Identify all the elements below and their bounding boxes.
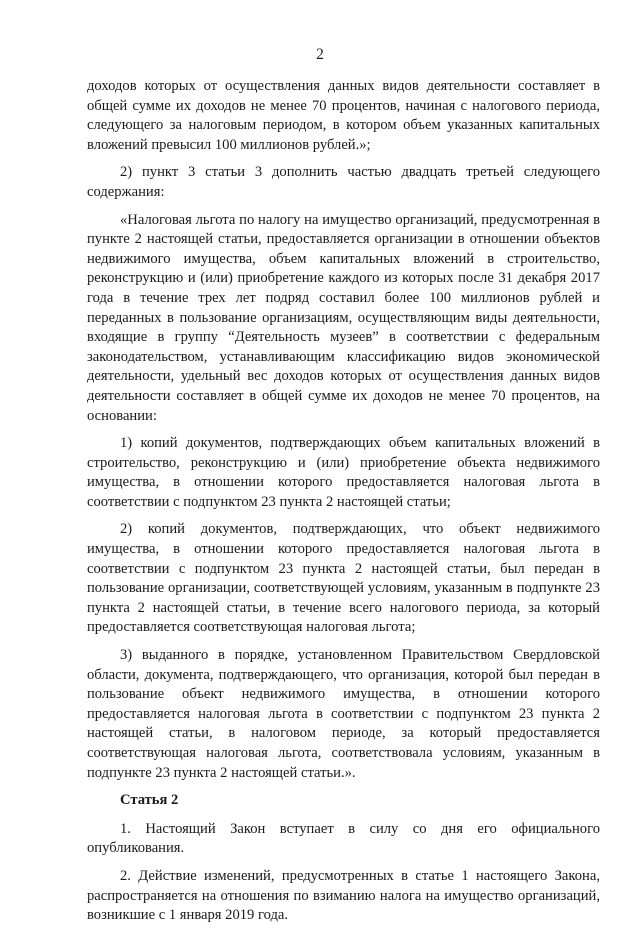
paragraph-subitem-1: 1) копий документов, подтверждающих объем капитальных вложений в строительство, реконструкцию и (или) приобретение объекта недвижимого имущества, в отношении которого предоставляется налоговая льгота в соответствии с подпунктом 23 пункта 2 настоящей статьи;	[87, 435, 600, 510]
paragraph-article-2-item-2: 2. Действие изменений, предусмотренных в статье 1 настоящего Закона, распространяется на отношения по взиманию налога на имущество организаций, возникшие с 1 января 2019 года.	[87, 867, 600, 924]
paragraph-item-2: 2) пункт 3 статьи 3 дополнить частью двадцать третьей следующего содержания:	[87, 164, 600, 200]
document-body	[87, 77, 600, 934]
paragraph-subitem-3: 3) выданного в порядке, установленном Правительством Свердловской области, документа, подтверждающего, что организация, которой был передан в пользование объект недвижимого имущества, в отношении которого предоставляется налоговая льгота в соответствии с подпунктом 23 пункта 2 настоящей статьи, в налоговом периоде, за который предоставляется соответствующая налоговая льгота, соответствовала условиям, указанным в подпункте 23 пункта 2 настоящей статьи.».	[87, 647, 600, 781]
paragraph-continuation: доходов которых от осуществления данных видов деятельности составляет в общей сумме их доходов не менее 70 процентов, начиная с налогового периода, следующего за налоговым периодом, в котором объем указанных капитальных вложений превысил 100 миллионов рублей.»;	[87, 78, 600, 153]
paragraph-article-2-item-1: 1. Настоящий Закон вступает в силу со дня его официального опубликования.	[87, 820, 600, 857]
article-heading: Статья 2	[120, 792, 179, 809]
paragraph-quoted-amendment: «Налоговая льгота по налогу на имущество организаций, предусмотренная в пункте 2 настоящей статьи, предоставляется организации в отношении объектов недвижимого имущества, объем капитальных вложений в строительство, реконструкцию и (или) приобретение каждого из которых после 31 декабря 2017 года в течение трех лет подряд составил более 100 миллионов рублей и переданных в пользование организациям, осуществляющим виды деятельности, входящие в группу “Деятельность музеев” в соответствии с федеральным законодательством, устанавливающим классификацию видов экономической деятельности, удельный вес доходов которых от осуществления данных видов деятельности составляет в общей сумме их доходов не менее 70 процентов, на основании:	[87, 211, 600, 424]
page-number: 2	[316, 46, 324, 63]
paragraph-subitem-2: 2) копий документов, подтверждающих, что объект недвижимого имущества, в отношении которого предоставляется налоговая льгота в соответствии с подпунктом 23 пункта 2 настоящей статьи, был передан в пользование организации, соответствующей условиям, указанным в подпункте 23 пункта 2 настоящей статьи, в течение всего налогового периода, за который предоставляется соответствующая налоговая льгота;	[87, 521, 600, 636]
